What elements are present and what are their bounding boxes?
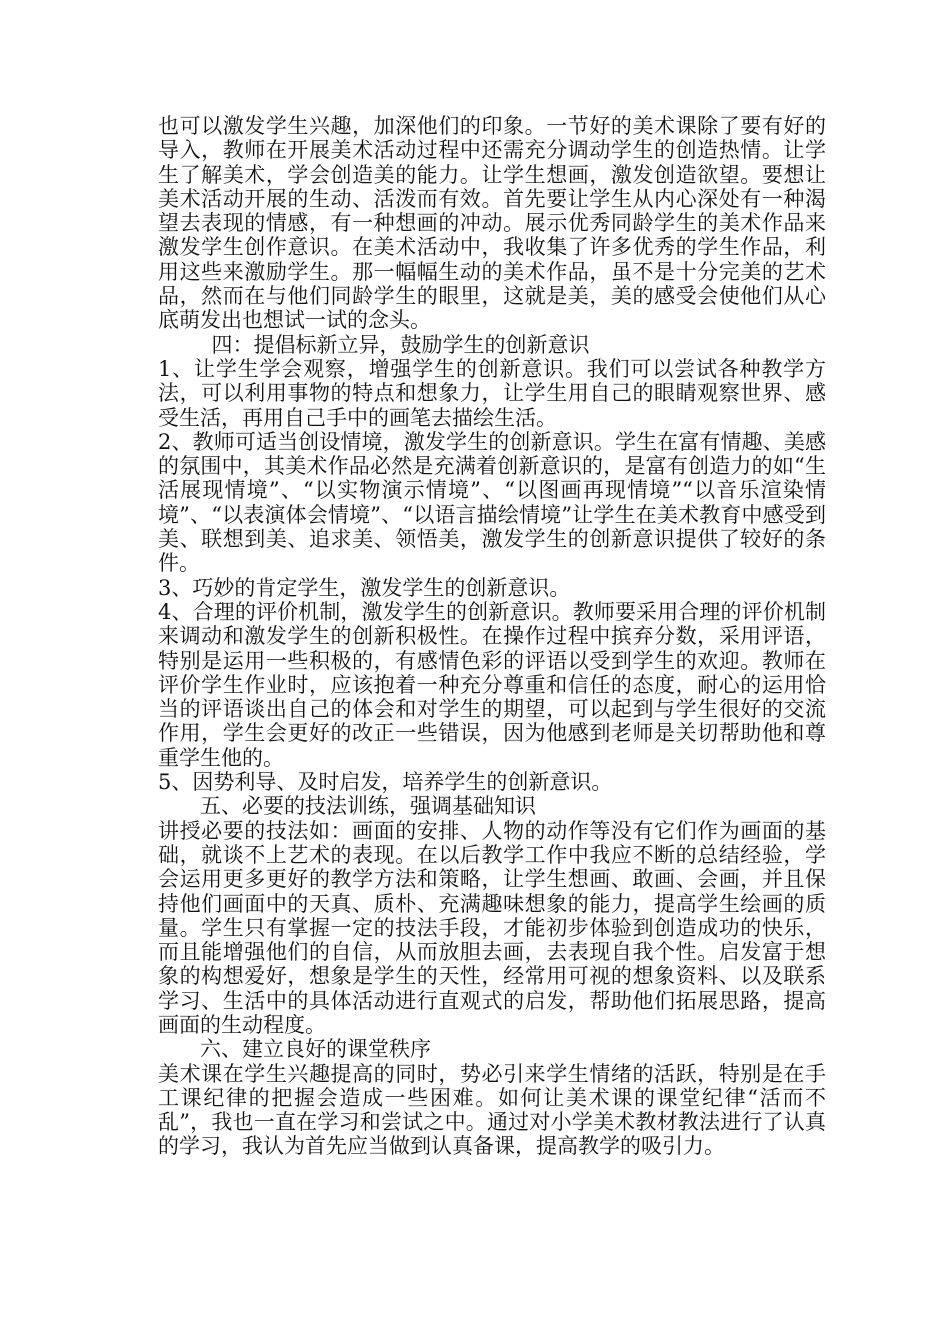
section-heading-4: 四：提倡标新立异，鼓励学生的创新意识 [211, 332, 590, 357]
document-body [158, 114, 826, 1159]
paragraph-item-3: 3、巧妙的肯定学生，激发学生的创新意识。 [158, 575, 571, 600]
paragraph-technique: 讲授必要的技法如：画面的安排、人物的动作等没有它们作为画面的基础，就谈不上艺术的表现。在以后教学工作中我应不断的总结经验，学会运用更多更好的教学方法和策略，让学生想画、敢画、会画，并且保持他们画面中的天真、质朴、充满趣味想象的能力，提高学生绘画的质量。学生只有掌握一定的技法手段，才能初步体验到创造成功的快乐，而且能增强他们的自信，从而放胆去画，去表现自我个性。启发富于想象的构想爱好，想象是学生的天性，经常用可视的想象资料、以及联系学习、生活中的具体活动进行直观式的启发，帮助他们拓展思路，提高画面的生动程度。 [158, 818, 826, 1037]
section-heading-6: 六、建立良好的课堂秩序 [200, 1037, 431, 1062]
section-heading-5: 五、必要的技法训练，强调基础知识 [200, 794, 536, 819]
paragraph-item-1: 1、让学生学会观察，增强学生的创新意识。我们可以尝试各种教学方法，可以利用事物的特点和想象力，让学生用自己的眼睛观察世界、感受生活，再用自己手中的画笔去描绘生活。 [158, 356, 826, 430]
paragraph-item-2: 2、教师可适当创设情境，激发学生的创新意识。学生在富有情趣、美感的氛围中，其美术作品必然是充满着创新意识的，是富有创造力的如“生活展现情境”、“以实物演示情境”、“以图画再现情境”“以音乐渲染情境”、“以表演体会情境”、“以语言描绘情境”让学生在美术教育中感受到美、联想到美、追求美、领悟美，激发学生的创新意识提供了较好的条件。 [158, 429, 826, 576]
paragraph-intro: 也可以激发学生兴趣，加深他们的印象。一节好的美术课除了要有好的导入，教师在开展美术活动过程中还需充分调动学生的创造热情。让学生了解美术，学会创造美的能力。让学生想画，激发创造欲望。要想让美术活动开展的生动、活泼而有效。首先要让学生从内心深处有一种渴望去表现的情感，有一种想画的冲动。展示优秀同龄学生的美术作品来激发学生创作意识。在美术活动中，我收集了许多优秀的学生作品，利用这些来激励学生。那一幅幅生动的美术作品，虽不是十分完美的艺术品，然而在与他们同龄学生的眼里，这就是美，美的感受会使他们从心底萌发出也想试一试的念头。 [158, 114, 826, 333]
paragraph-item-4: 4、合理的评价机制，激发学生的创新意识。教师要采用合理的评价机制来调动和激发学生的创新积极性。在操作过程中摈弃分数，采用评语，特别是运用一些积极的，有感情色彩的评语以受到学生的欢迎。教师在评价学生作业时，应该抱着一种充分尊重和信任的态度，耐心的运用恰当的评语谈出自己的体会和对学生的期望，可以起到与学生很好的交流作用，学生会更好的改正一些错误，因为他感到老师是关切帮助他和尊重学生他的。 [158, 599, 826, 770]
paragraph-item-5: 5、因势利导、及时启发，培养学生的创新意识。 [158, 770, 613, 795]
paragraph-classroom: 美术课在学生兴趣提高的同时，势必引来学生情绪的活跃，特别是在手工课纪律的把握会造成一些困难。如何让美术课的课堂纪律“活而不乱”，我也一直在学习和尝试之中。通过对小学美术教材教法进行了认真的学习，我认为首先应当做到认真备课，提高教学的吸引力。 [158, 1061, 826, 1159]
